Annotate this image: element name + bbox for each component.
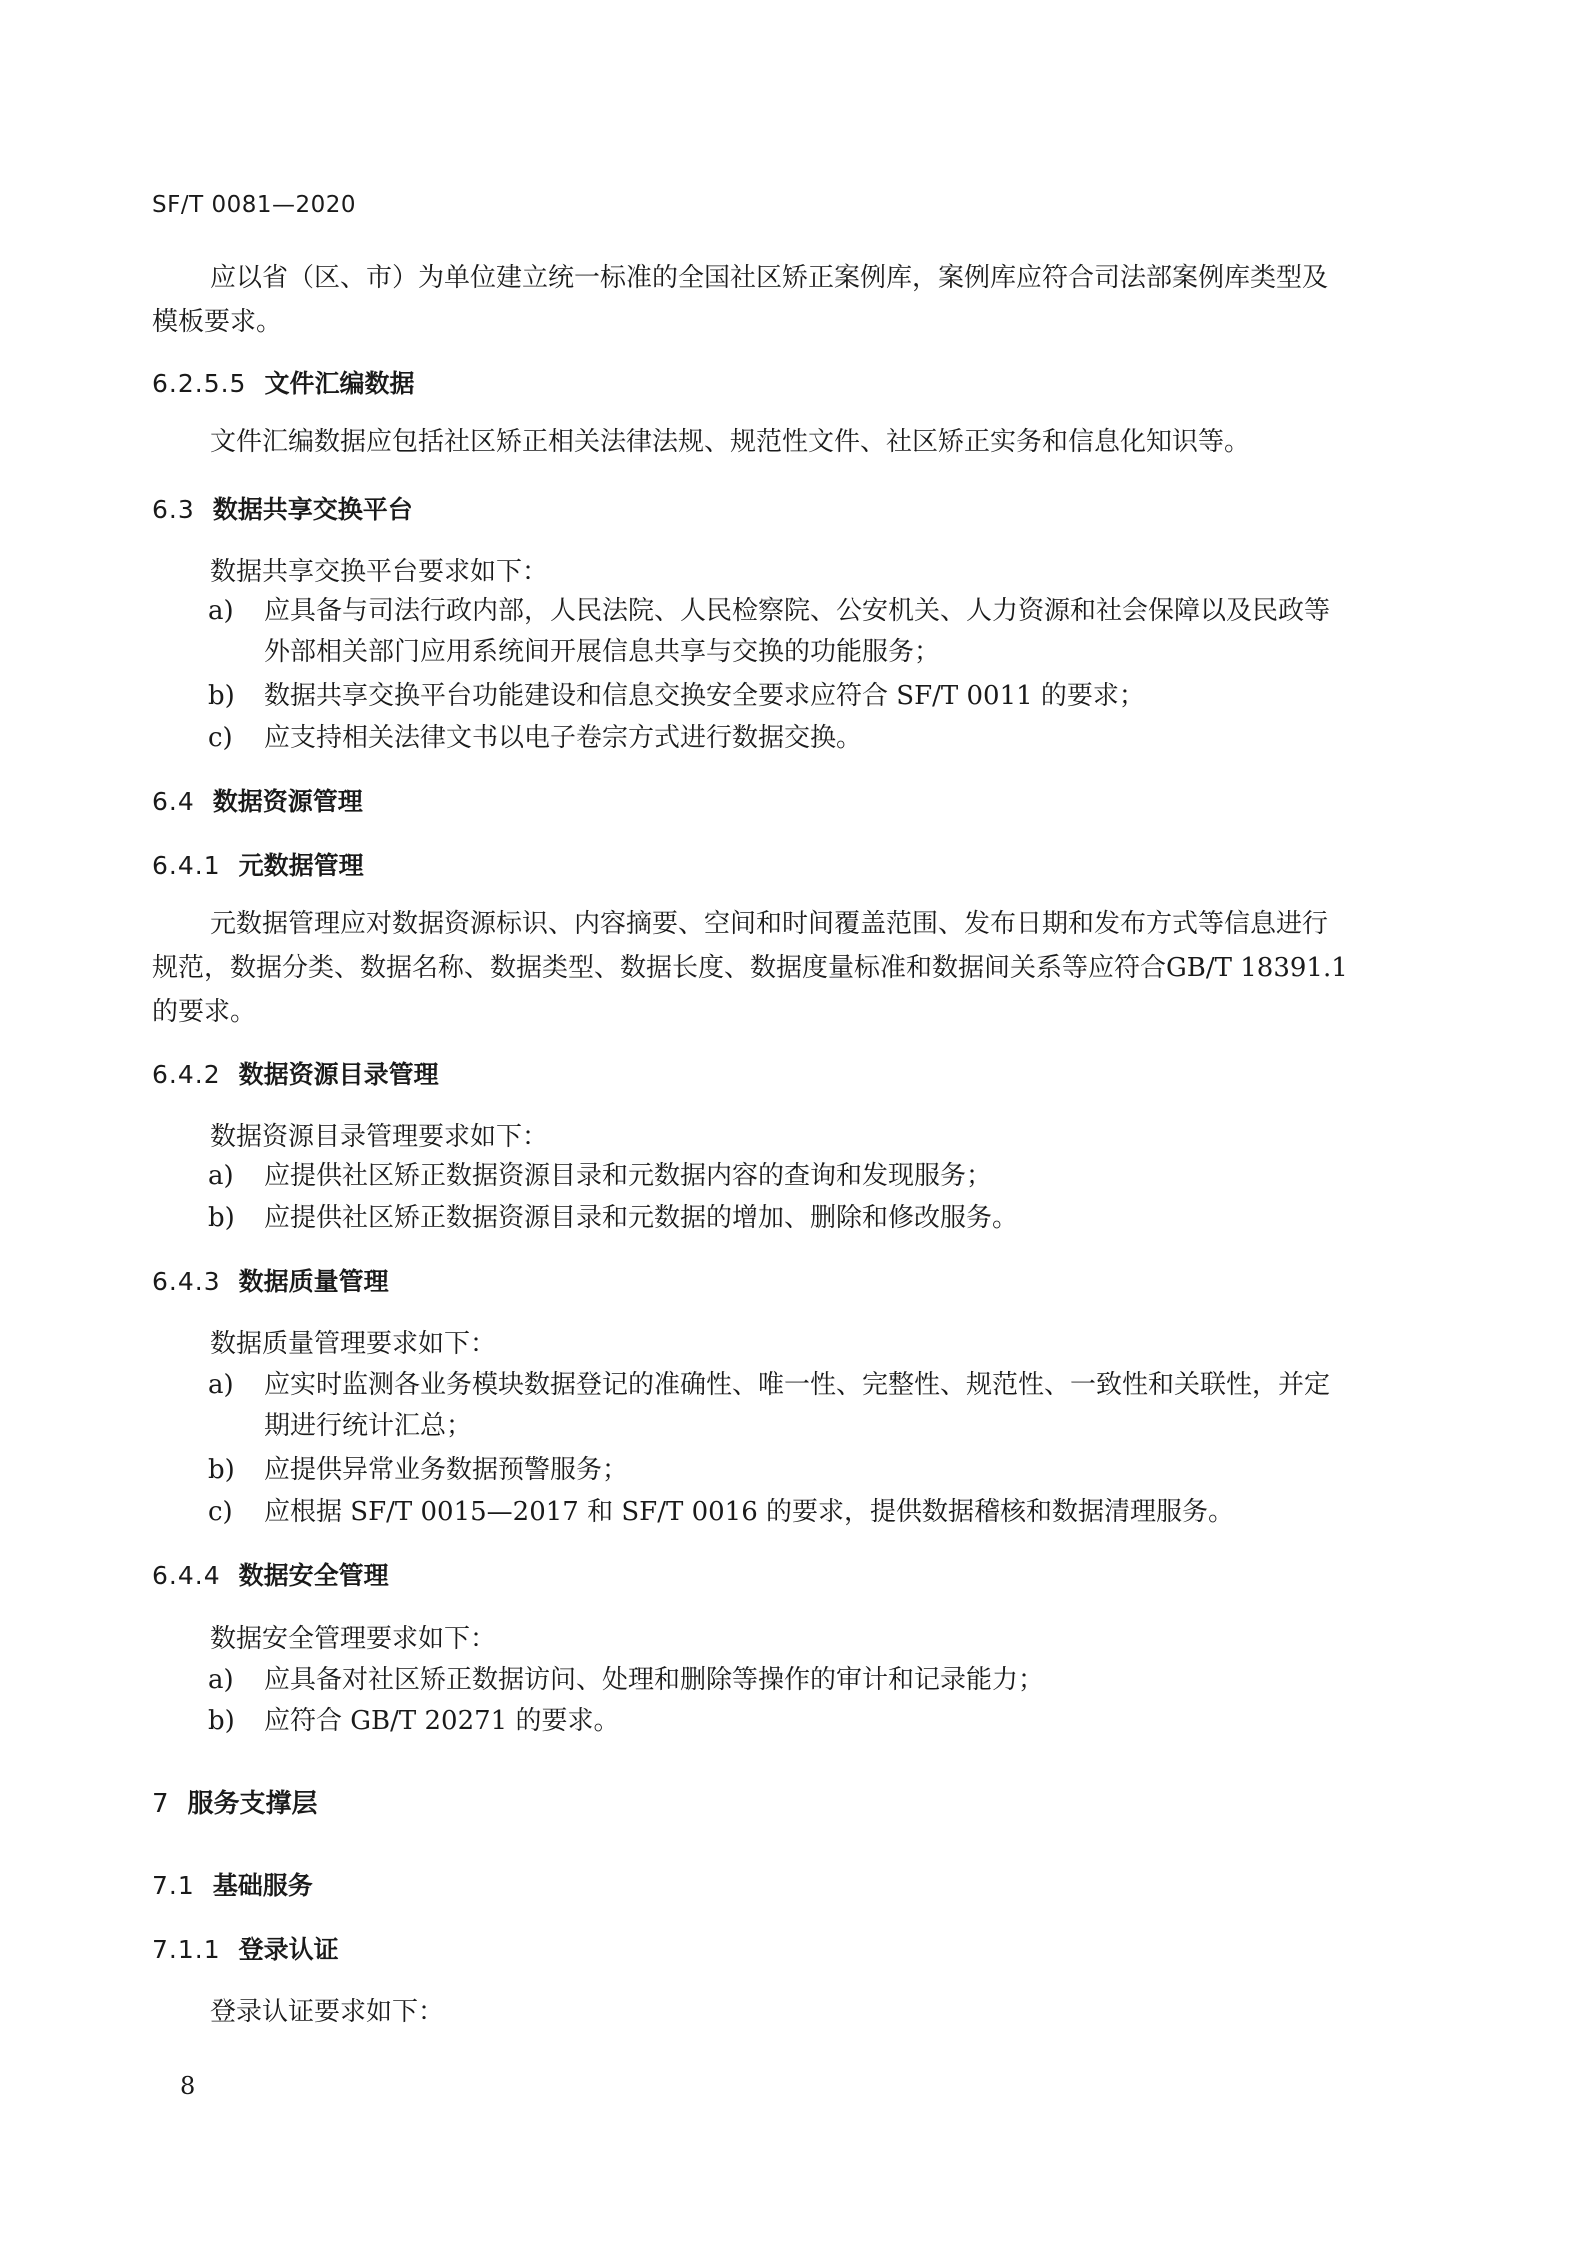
section-number: 6.2.5.5: [152, 369, 247, 398]
list-intro: 数据共享交换平台要求如下：: [210, 557, 549, 587]
section-heading-7-1-1: [0, 1930, 1587, 1970]
section-heading-6-2-5-5: [0, 364, 1587, 404]
document-compilation-paragraph: [0, 420, 1587, 464]
section-number: 7.1: [152, 1871, 195, 1900]
section-title: 登录认证: [238, 1935, 339, 1964]
list-intro: 登录认证要求如下：: [210, 1997, 445, 2027]
list-item-line: 应提供社区矫正数据资源目录和元数据的增加、删除和修改服务。: [264, 1203, 1019, 1233]
section-heading-7-1: [0, 1866, 1587, 1906]
list-item-line: 应符合 GB/T 20271 的要求。: [264, 1706, 620, 1736]
page-number: 8: [180, 2072, 196, 2100]
section-number: 7.1.1: [152, 1935, 221, 1964]
section-heading-6-4-2: [0, 1055, 1587, 1095]
list-item-line: 应提供异常业务数据预警服务；: [264, 1455, 629, 1485]
section-title: 元数据管理: [238, 851, 364, 880]
section-title: 数据共享交换平台: [212, 495, 413, 524]
list-marker: b): [208, 1203, 235, 1233]
section-number: 6.4.1: [152, 851, 221, 880]
list-item-line: 应具备与司法行政内部，人民法院、人民检察院、公安机关、人力资源和社会保障以及民政等: [264, 596, 1331, 626]
list-marker: a): [208, 1161, 234, 1191]
list-item: [0, 1701, 1587, 1742]
section-number: 6.3: [152, 495, 195, 524]
list-item: [0, 1660, 1587, 1701]
section-number: 6.4.4: [152, 1561, 221, 1590]
section-number: 6.4: [152, 787, 195, 816]
paragraph-line: 模板要求。: [152, 307, 283, 337]
paragraph-line: 规范，数据分类、数据名称、数据类型、数据长度、数据度量标准和数据间关系等应符合GB/T 18391.1: [152, 953, 1348, 983]
section-title: 数据质量管理: [238, 1267, 389, 1296]
paragraph-line: 的要求。: [152, 997, 257, 1027]
list-item-line: 应提供社区矫正数据资源目录和元数据内容的查询和发现服务；: [264, 1161, 993, 1191]
section-number: 6.4.3: [152, 1267, 221, 1296]
list-item: [0, 1450, 1587, 1491]
section-title: 数据安全管理: [238, 1561, 389, 1590]
list-marker: a): [208, 1665, 234, 1695]
list-item: [0, 676, 1587, 717]
list-marker: b): [208, 1455, 235, 1485]
list-item: [0, 1156, 1587, 1197]
paragraph-line: 元数据管理应对数据资源标识、内容摘要、空间和时间覆盖范围、发布日期和发布方式等信息进行: [210, 909, 1329, 939]
section-heading-6-4-4: [0, 1556, 1587, 1596]
list-item-line: 应支持相关法律文书以电子卷宗方式进行数据交换。: [264, 723, 863, 753]
section-number: 7: [152, 1789, 170, 1819]
list-item-line: 应实时监测各业务模块数据登记的准确性、唯一性、完整性、规范性、一致性和关联性，并定: [264, 1370, 1331, 1400]
metadata-paragraph: [0, 902, 1587, 1034]
section-heading-6-4-1: [0, 846, 1587, 886]
section-heading-6-3: [0, 490, 1587, 530]
section-title: 服务支撑层: [187, 1789, 318, 1819]
list-marker: a): [208, 1370, 234, 1400]
section-heading-6-4-3: [0, 1262, 1587, 1302]
list-intro: 数据资源目录管理要求如下：: [210, 1122, 549, 1152]
list-intro: 数据质量管理要求如下：: [210, 1329, 497, 1359]
list-item: [0, 591, 1587, 673]
list-item-line: 应根据 SF/T 0015—2017 和 SF/T 0016 的要求，提供数据稽核和数据清理服务。: [264, 1497, 1234, 1527]
paragraph-line: 文件汇编数据应包括社区矫正相关法律法规、规范性文件、社区矫正实务和信息化知识等。: [210, 427, 1251, 457]
case-library-paragraph: [0, 256, 1587, 344]
list-item: [0, 1198, 1587, 1239]
list-item-line: 期进行统计汇总；: [264, 1411, 473, 1441]
list-item-line: 应具备对社区矫正数据访问、处理和删除等操作的审计和记录能力；: [264, 1665, 1045, 1695]
section-title: 基础服务: [212, 1871, 313, 1900]
list-marker: a): [208, 596, 234, 626]
paragraph-line: 应以省（区、市）为单位建立统一标准的全国社区矫正案例库，案例库应符合司法部案例库类型及: [210, 263, 1329, 293]
section-title: 数据资源管理: [212, 787, 363, 816]
list-item-line: 数据共享交换平台功能建设和信息交换安全要求应符合 SF/T 0011 的要求；: [264, 681, 1145, 711]
section-title: 数据资源目录管理: [238, 1060, 439, 1089]
section-heading-7: [0, 1784, 1587, 1824]
section-number: 6.4.2: [152, 1060, 221, 1089]
section-title: 文件汇编数据: [264, 369, 415, 398]
standard-code-header: SF/T 0081—2020: [152, 192, 357, 218]
list-item: [0, 1365, 1587, 1447]
list-item-line: 外部相关部门应用系统间开展信息共享与交换的功能服务；: [264, 637, 941, 667]
list-marker: c): [208, 1497, 233, 1527]
list-intro: 数据安全管理要求如下：: [210, 1624, 497, 1654]
list-item: [0, 718, 1587, 759]
section-heading-6-4: [0, 782, 1587, 822]
list-marker: c): [208, 723, 233, 753]
list-marker: b): [208, 681, 235, 711]
list-item: [0, 1492, 1587, 1533]
list-marker: b): [208, 1706, 235, 1736]
